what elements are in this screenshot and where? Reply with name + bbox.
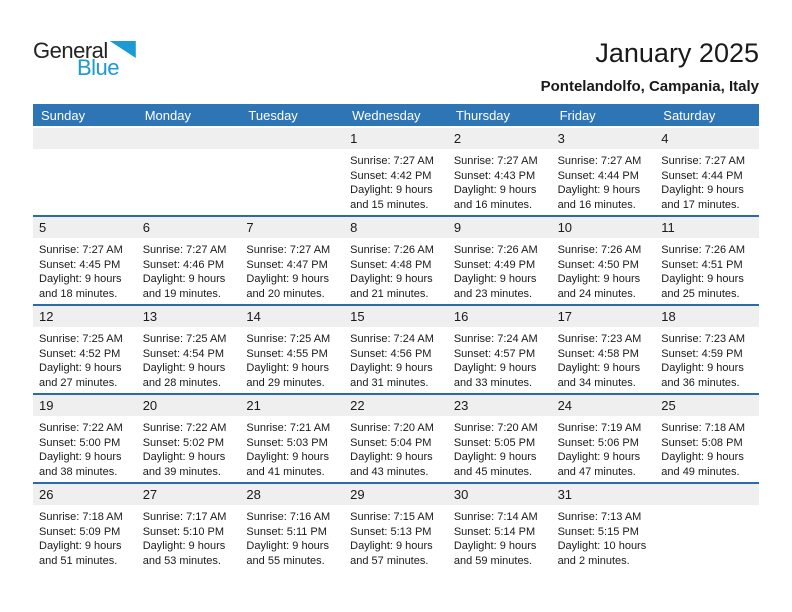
day-info [344,149,448,212]
day-info [655,327,759,390]
day-info [33,416,137,479]
sunrise-text: Sunrise: 7:24 AM [350,333,434,345]
day-number: 18 [655,306,759,327]
daylight-text-line1: Daylight: 9 hours [142,540,226,552]
sunset-text: Sunset: 5:08 PM [661,436,743,449]
day-info [33,327,137,390]
daylight-text-line1: Daylight: 9 hours [246,273,329,285]
day-cell-1 [344,128,448,215]
day-number: 23 [448,395,552,416]
daylight-text-line2: and 41 minutes. [246,465,325,478]
day-number: 13 [137,306,241,327]
logo-text-general: General [33,38,108,63]
day-info [655,149,759,212]
sunset-text: Sunset: 4:54 PM [142,347,225,360]
page-title: January 2025 [595,38,759,68]
daylight-text-line1: Daylight: 9 hours [661,273,744,285]
day-cell-2 [448,128,552,215]
sunrise-text: Sunrise: 7:16 AM [246,511,331,523]
day-number: 29 [344,484,448,505]
daylight-text-line2: and 21 minutes. [350,287,429,300]
day-number: 5 [33,217,137,238]
sunset-text: Sunset: 5:10 PM [142,525,225,538]
day-cell-21 [240,395,344,482]
daylight-text-line2: and 43 minutes. [350,465,429,478]
sunrise-text: Sunrise: 7:23 AM [557,333,642,345]
daylight-text-line1: Daylight: 9 hours [39,273,122,285]
daylight-text-line2: and 36 minutes. [661,376,740,389]
daylight-text-line2: and 31 minutes. [350,376,429,389]
daylight-text-line1: Daylight: 9 hours [39,451,122,463]
sunset-text: Sunset: 4:44 PM [557,169,639,182]
daylight-text-line2: and 49 minutes. [661,465,740,478]
day-cell-5 [33,217,137,304]
sunrise-text: Sunrise: 7:18 AM [661,422,746,434]
day-cell-11 [655,217,759,304]
daylight-text-line2: and 20 minutes. [246,287,325,300]
day-number: 7 [240,217,344,238]
day-number: 1 [344,128,448,149]
weekday-header-friday: Friday [559,107,596,123]
sunrise-text: Sunrise: 7:26 AM [453,244,538,256]
weekday-header-thursday: Thursday [455,107,511,123]
sunrise-text: Sunrise: 7:27 AM [453,155,538,167]
daylight-text-line2: and 34 minutes. [557,376,636,389]
sunset-text: Sunset: 4:42 PM [350,169,432,182]
day-number: 16 [448,306,552,327]
daylight-text-line1: Daylight: 9 hours [661,451,744,463]
weekday-header-saturday: Saturday [663,107,716,123]
day-cell-26 [33,484,137,571]
sunrise-text: Sunrise: 7:20 AM [453,422,538,434]
day-info [552,238,656,301]
day-cell-24 [552,395,656,482]
day-number: 2 [448,128,552,149]
day-number-empty [137,128,241,149]
daylight-text-line1: Daylight: 9 hours [142,362,226,374]
week-row-4 [33,393,759,482]
day-info [552,327,656,390]
day-number: 9 [448,217,552,238]
daylight-text-line1: Daylight: 9 hours [453,184,537,196]
daylight-text-line2: and 17 minutes. [661,198,740,211]
day-number: 28 [240,484,344,505]
daylight-text-line1: Daylight: 9 hours [39,362,122,374]
sunset-text: Sunset: 4:51 PM [661,258,743,271]
sunset-text: Sunset: 4:46 PM [142,258,225,271]
day-info [448,238,552,301]
day-number: 15 [344,306,448,327]
daylight-text-line1: Daylight: 9 hours [453,273,537,285]
daylight-text-line1: Daylight: 9 hours [142,273,226,285]
sunrise-text: Sunrise: 7:25 AM [39,333,123,345]
sunset-text: Sunset: 4:52 PM [39,347,121,360]
title-block [541,38,759,95]
sunrise-text: Sunrise: 7:22 AM [142,422,227,434]
day-cell-28 [240,484,344,571]
day-number-empty [240,128,344,149]
day-info [448,149,552,212]
weekday-header-sunday: Sunday [41,107,86,123]
day-info [137,505,241,568]
sunset-text: Sunset: 5:00 PM [39,436,121,449]
sunrise-text: Sunrise: 7:17 AM [142,511,227,523]
day-number-empty [33,128,137,149]
day-info [448,505,552,568]
daylight-text-line2: and 19 minutes. [142,287,221,300]
day-cell-20 [137,395,241,482]
day-info [33,505,137,568]
daylight-text-line1: Daylight: 9 hours [350,362,433,374]
sunrise-text: Sunrise: 7:27 AM [246,244,331,256]
sunset-text: Sunset: 5:11 PM [246,525,327,538]
sunset-text: Sunset: 5:13 PM [350,525,432,538]
week-row-2 [33,215,759,304]
daylight-text-line1: Daylight: 9 hours [661,184,744,196]
daylight-text-line2: and 25 minutes. [661,287,740,300]
day-cell-22 [344,395,448,482]
sunset-text: Sunset: 5:03 PM [246,436,328,449]
sunset-text: Sunset: 4:47 PM [246,258,328,271]
sunset-text: Sunset: 5:02 PM [142,436,225,449]
daylight-text-line2: and 51 minutes. [39,554,118,567]
daylight-text-line1: Daylight: 9 hours [557,362,641,374]
sunrise-text: Sunrise: 7:21 AM [246,422,331,434]
daylight-text-line1: Daylight: 9 hours [661,362,744,374]
day-info [448,327,552,390]
calendar-grid [33,126,759,571]
week-row-1 [33,126,759,215]
calendar-table [33,104,759,571]
sunrise-text: Sunrise: 7:25 AM [246,333,331,345]
day-number: 19 [33,395,137,416]
daylight-text-line2: and 18 minutes. [39,287,118,300]
sunrise-text: Sunrise: 7:15 AM [350,511,434,523]
sunrise-text: Sunrise: 7:18 AM [39,511,123,523]
day-cell-17 [552,306,656,393]
logo-text-blue: Blue [77,55,120,80]
sunrise-text: Sunrise: 7:26 AM [557,244,642,256]
daylight-text-line1: Daylight: 9 hours [557,451,641,463]
day-number: 17 [552,306,656,327]
sunrise-text: Sunrise: 7:27 AM [557,155,642,167]
page-subtitle: Pontelandolfo, Campania, Italy [540,78,759,95]
sunset-text: Sunset: 4:59 PM [661,347,743,360]
day-cell-27 [137,484,241,571]
daylight-text-line2: and 28 minutes. [142,376,221,389]
empty-cell [240,128,344,215]
day-info [137,238,241,301]
day-cell-12 [33,306,137,393]
sunset-text: Sunset: 4:44 PM [661,169,743,182]
day-number: 31 [552,484,656,505]
daylight-text-line1: Daylight: 9 hours [246,540,329,552]
day-number: 11 [655,217,759,238]
day-info [240,327,344,390]
sunset-text: Sunset: 4:55 PM [246,347,328,360]
sunset-text: Sunset: 4:56 PM [350,347,432,360]
day-info [137,327,241,390]
day-number: 10 [552,217,656,238]
sunset-text: Sunset: 5:04 PM [350,436,432,449]
day-info [448,416,552,479]
daylight-text-line2: and 16 minutes. [557,198,636,211]
day-info [655,238,759,301]
sunset-text: Sunset: 5:09 PM [39,525,121,538]
sunrise-text: Sunrise: 7:22 AM [39,422,123,434]
day-number: 21 [240,395,344,416]
daylight-text-line1: Daylight: 9 hours [557,273,641,285]
sunrise-text: Sunrise: 7:26 AM [661,244,746,256]
day-info [344,505,448,568]
day-number: 6 [137,217,241,238]
day-info [344,327,448,390]
day-cell-8 [344,217,448,304]
weekday-header-monday: Monday [144,107,191,123]
day-cell-25 [655,395,759,482]
day-cell-4 [655,128,759,215]
day-cell-7 [240,217,344,304]
daylight-text-line1: Daylight: 9 hours [350,451,433,463]
daylight-text-line1: Daylight: 9 hours [142,451,226,463]
day-info [137,416,241,479]
day-number: 25 [655,395,759,416]
day-number: 22 [344,395,448,416]
day-info [552,505,656,568]
day-number: 14 [240,306,344,327]
sunset-text: Sunset: 5:15 PM [557,525,639,538]
sunrise-text: Sunrise: 7:19 AM [557,422,642,434]
week-row-5 [33,482,759,571]
sunrise-text: Sunrise: 7:27 AM [142,244,227,256]
daylight-text-line1: Daylight: 9 hours [350,540,433,552]
day-cell-29 [344,484,448,571]
day-cell-23 [448,395,552,482]
daylight-text-line2: and 45 minutes. [453,465,533,478]
day-cell-3 [552,128,656,215]
day-info [240,416,344,479]
day-info [33,238,137,301]
sunrise-text: Sunrise: 7:23 AM [661,333,746,345]
general-blue-logo [33,40,136,79]
weekday-header-tuesday: Tuesday [248,107,298,123]
sunrise-text: Sunrise: 7:25 AM [142,333,227,345]
daylight-text-line2: and 59 minutes. [453,554,533,567]
daylight-text-line2: and 29 minutes. [246,376,325,389]
daylight-text-line1: Daylight: 10 hours [557,540,647,552]
daylight-text-line2: and 38 minutes. [39,465,118,478]
sunset-text: Sunset: 4:43 PM [453,169,536,182]
day-info [552,149,656,212]
day-info [240,505,344,568]
day-info [240,238,344,301]
weekday-header-wednesday: Wednesday [352,107,421,123]
week-row-3 [33,304,759,393]
day-cell-15 [344,306,448,393]
sunrise-text: Sunrise: 7:14 AM [453,511,538,523]
daylight-text-line2: and 53 minutes. [142,554,221,567]
daylight-text-line1: Daylight: 9 hours [350,184,433,196]
daylight-text-line1: Daylight: 9 hours [557,184,641,196]
daylight-text-line1: Daylight: 9 hours [350,273,433,285]
day-info [655,416,759,479]
daylight-text-line2: and 39 minutes. [142,465,221,478]
daylight-text-line2: and 33 minutes. [453,376,533,389]
day-number-empty [655,484,759,505]
day-number: 4 [655,128,759,149]
day-cell-19 [33,395,137,482]
day-cell-30 [448,484,552,571]
day-number: 30 [448,484,552,505]
day-number: 20 [137,395,241,416]
day-cell-10 [552,217,656,304]
sunrise-text: Sunrise: 7:26 AM [350,244,434,256]
daylight-text-line2: and 2 minutes. [557,554,630,567]
sunset-text: Sunset: 5:14 PM [453,525,536,538]
daylight-text-line2: and 55 minutes. [246,554,325,567]
sunrise-text: Sunrise: 7:27 AM [350,155,434,167]
daylight-text-line1: Daylight: 9 hours [246,362,329,374]
sunrise-text: Sunrise: 7:20 AM [350,422,434,434]
sunrise-text: Sunrise: 7:27 AM [661,155,746,167]
day-number: 8 [344,217,448,238]
daylight-text-line2: and 15 minutes. [350,198,429,211]
sunset-text: Sunset: 5:06 PM [557,436,639,449]
sunrise-text: Sunrise: 7:27 AM [39,244,123,256]
daylight-text-line2: and 23 minutes. [453,287,533,300]
sunset-text: Sunset: 4:58 PM [557,347,639,360]
sunset-text: Sunset: 4:57 PM [453,347,536,360]
day-cell-6 [137,217,241,304]
day-cell-16 [448,306,552,393]
daylight-text-line2: and 16 minutes. [453,198,533,211]
sunrise-text: Sunrise: 7:24 AM [453,333,538,345]
daylight-text-line2: and 24 minutes. [557,287,636,300]
daylight-text-line2: and 27 minutes. [39,376,118,389]
daylight-text-line1: Daylight: 9 hours [453,540,537,552]
daylight-text-line1: Daylight: 9 hours [39,540,122,552]
sunset-text: Sunset: 4:48 PM [350,258,432,271]
day-info [552,416,656,479]
day-number: 12 [33,306,137,327]
day-cell-9 [448,217,552,304]
empty-cell [137,128,241,215]
sunset-text: Sunset: 4:49 PM [453,258,536,271]
day-info [344,416,448,479]
sunset-text: Sunset: 4:50 PM [557,258,639,271]
weekday-header-row [33,104,759,126]
day-cell-14 [240,306,344,393]
day-number: 24 [552,395,656,416]
empty-cell [33,128,137,215]
daylight-text-line2: and 47 minutes. [557,465,636,478]
day-info [344,238,448,301]
day-cell-13 [137,306,241,393]
sunset-text: Sunset: 4:45 PM [39,258,121,271]
daylight-text-line2: and 57 minutes. [350,554,429,567]
daylight-text-line1: Daylight: 9 hours [246,451,329,463]
day-number: 3 [552,128,656,149]
day-cell-31 [552,484,656,571]
empty-cell [655,484,759,571]
day-number: 26 [33,484,137,505]
day-cell-18 [655,306,759,393]
daylight-text-line1: Daylight: 9 hours [453,362,537,374]
sunset-text: Sunset: 5:05 PM [453,436,536,449]
day-number: 27 [137,484,241,505]
daylight-text-line1: Daylight: 9 hours [453,451,537,463]
sunrise-text: Sunrise: 7:13 AM [557,511,642,523]
